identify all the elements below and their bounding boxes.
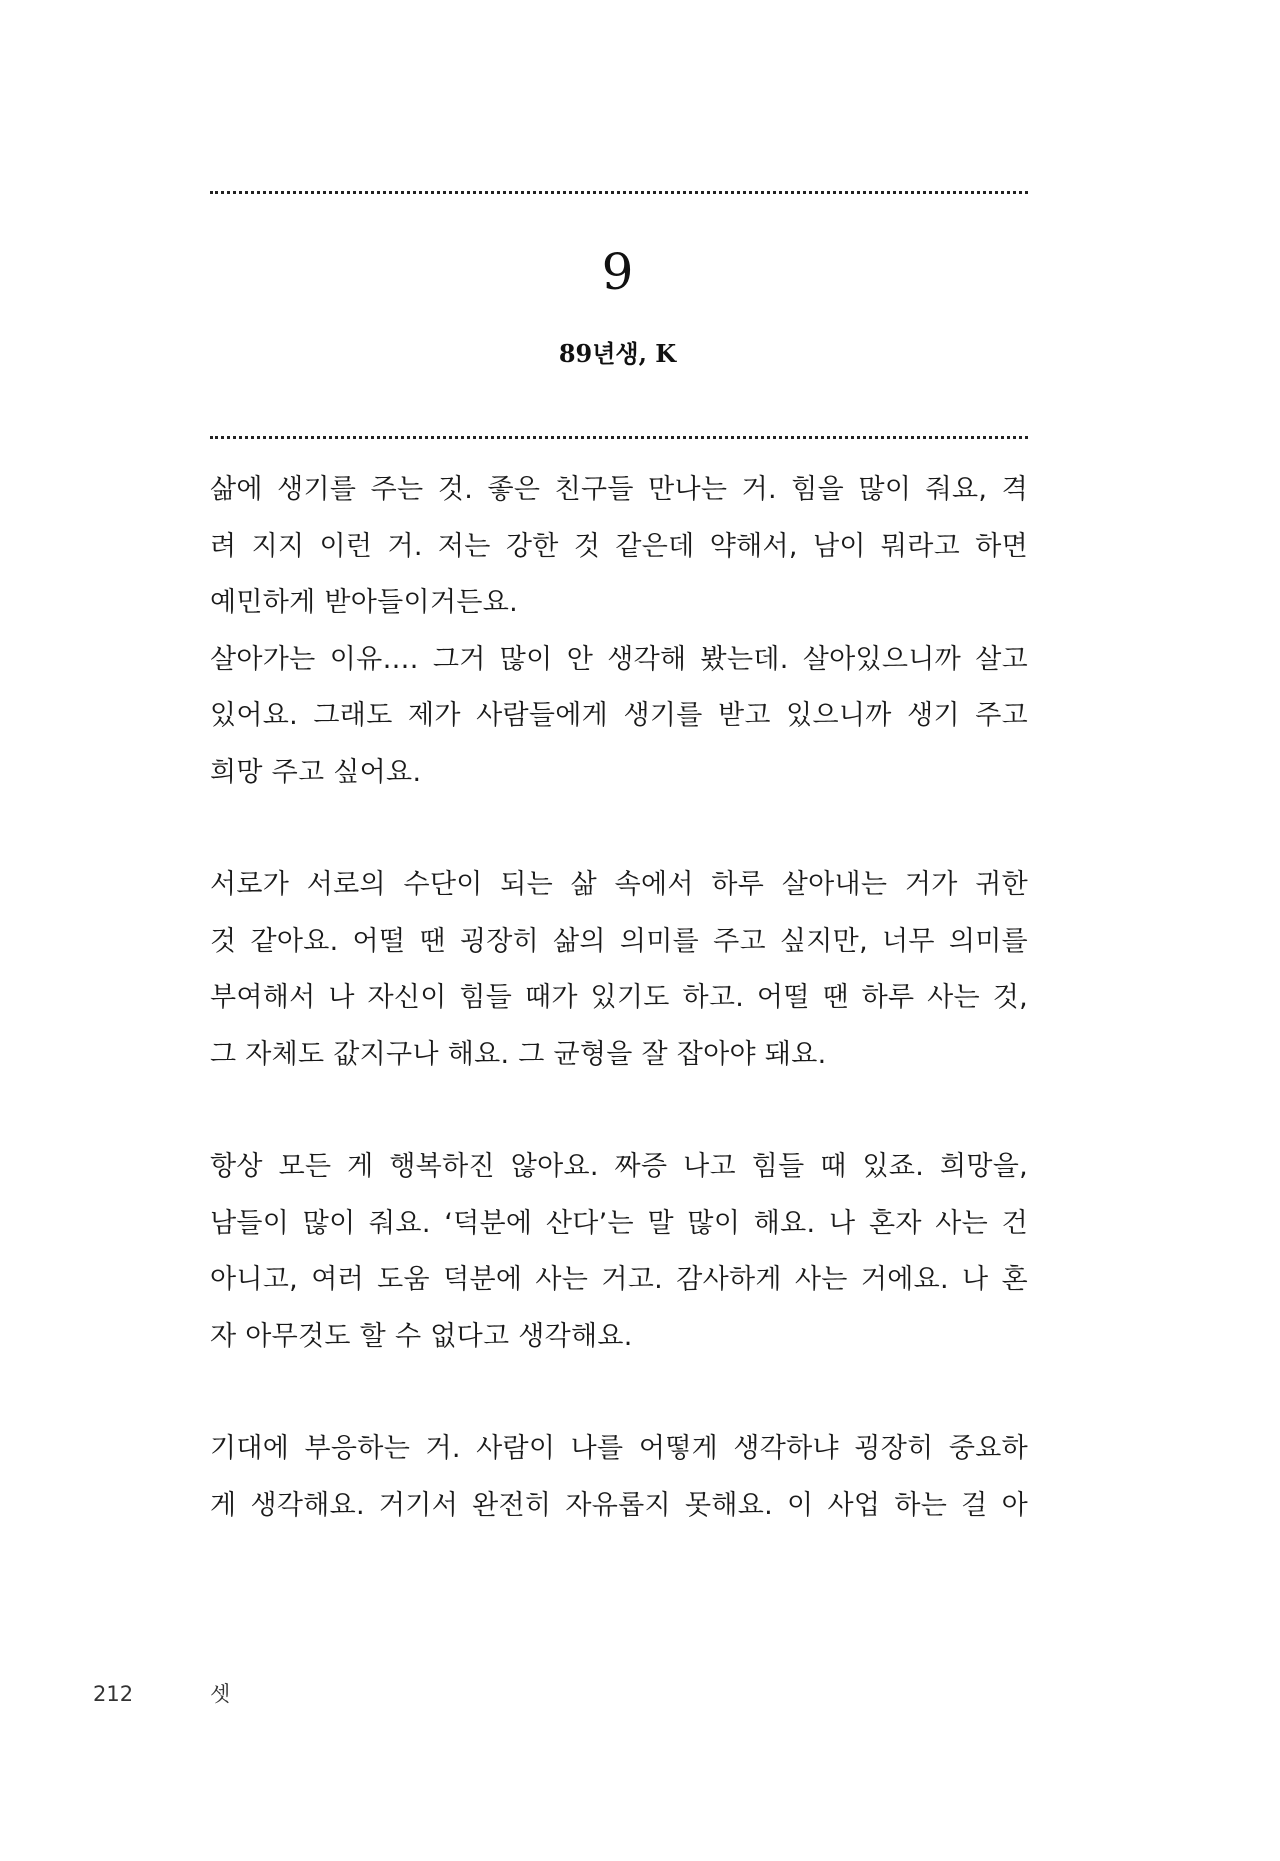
page-number: 212 — [93, 1682, 134, 1706]
text-line: 서로가 서로의 수단이 되는 삶 속에서 하루 살아내는 거가 귀한 — [210, 869, 1028, 900]
paragraph-4 — [210, 1139, 1028, 1365]
paragraph-5 — [210, 1421, 1028, 1534]
paragraph-gap — [210, 1365, 1028, 1421]
text-line: 있어요. 그래도 제가 사람들에게 생기를 받고 있으니까 생기 주고 — [210, 700, 1028, 731]
paragraph-gap — [210, 1083, 1028, 1139]
paragraph-1 — [210, 462, 1028, 632]
text-line: 자 아무것도 할 수 없다고 생각해요. — [210, 1320, 633, 1352]
text-line: 부여해서 나 자신이 힘들 때가 있기도 하고. 어떨 땐 하루 사는 것, — [210, 982, 1028, 1013]
text-line: 삶에 생기를 주는 것. 좋은 친구들 만나는 거. 힘을 많이 줘요, 격 — [210, 474, 1028, 505]
chapter-subtitle: 89년생, K — [558, 339, 677, 368]
running-head: 셋 — [210, 1682, 231, 1706]
text-line: 항상 모든 게 행복하진 않아요. 짜증 나고 힘들 때 있죠. 희망을, — [210, 1151, 1028, 1182]
divider-bottom — [210, 436, 1028, 439]
paragraph-3 — [210, 857, 1028, 1083]
text-line: 기대에 부응하는 거. 사람이 나를 어떻게 생각하냐 굉장히 중요하 — [210, 1433, 1028, 1464]
text-line: 그 자체도 값지구나 해요. 그 균형을 잘 잡아야 돼요. — [210, 1038, 827, 1070]
text-line: 예민하게 받아들이거든요. — [210, 587, 518, 618]
paragraph-2 — [210, 632, 1028, 802]
paragraph-gap — [210, 801, 1028, 857]
text-line: 아니고, 여러 도움 덕분에 사는 거고. 감사하게 사는 거에요. 나 혼 — [210, 1264, 1028, 1295]
chapter-number: 9 — [601, 243, 634, 301]
text-line: 희망 주고 싶어요. — [210, 756, 422, 788]
text-line: 남들이 많이 줘요. ‘덕분에 산다’는 말 많이 해요. 나 혼자 사는 건 — [210, 1207, 1028, 1239]
divider-top — [210, 191, 1028, 194]
text-line: 려 지지 이런 거. 저는 강한 것 같은데 약해서, 남이 뭐라고 하면 — [210, 530, 1028, 562]
text-line: 살아가는 이유…. 그거 많이 안 생각해 봤는데. 살아있으니까 살고 — [210, 643, 1028, 675]
body-text — [210, 462, 1028, 1534]
text-line: 게 생각해요. 거기서 완전히 자유롭지 못해요. 이 사업 하는 걸 아 — [210, 1489, 1028, 1521]
text-line: 것 같아요. 어떨 땐 굉장히 삶의 의미를 주고 싶지만, 너무 의미를 — [210, 925, 1028, 957]
